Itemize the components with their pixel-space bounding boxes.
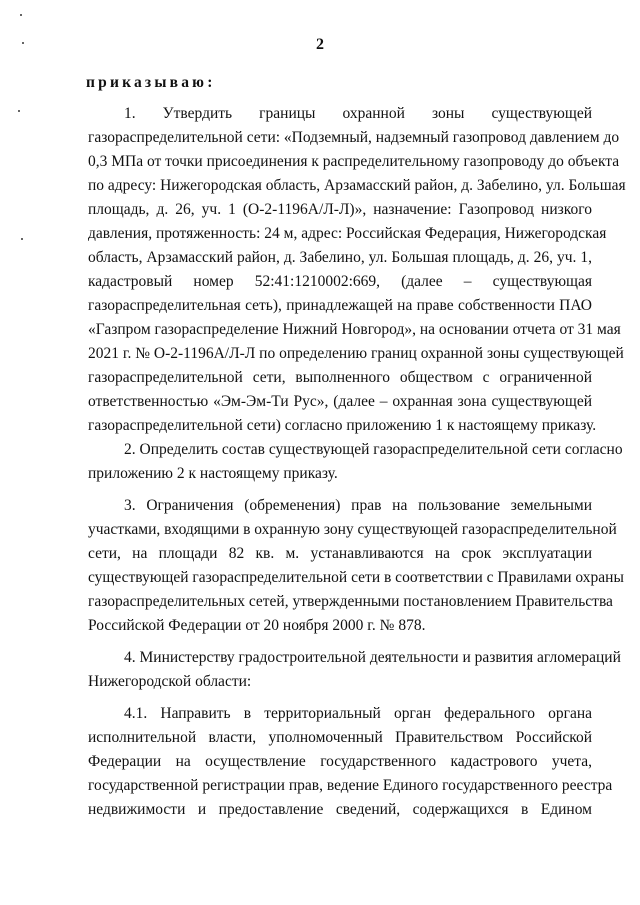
text-line: давления, протяженность: 24 м, адрес: Российская Федерация, Нижегородская <box>88 225 607 242</box>
text-line: газораспределительной сети) согласно приложению 1 к настоящему приказу. <box>88 417 597 434</box>
text-line: 4. Министерству градостроительной деятельности и развития агломераций <box>124 649 621 666</box>
text-line: 0,3 МПа от точки присоединения к распределительному газопроводу до объекта <box>88 153 620 170</box>
text-line: газораспределительных сетей, утвержденными постановлением Правительства <box>88 593 613 610</box>
text-line: государственной регистрации прав, ведение Единого государственного реестра <box>88 777 613 794</box>
text-line: 4.1. Направить в территориальный орган федерального органа <box>124 705 592 722</box>
text-line: Федерации на осуществление государственного кадастрового учета, <box>88 753 592 770</box>
text-line: газораспределительная сеть), принадлежащей на праве собственности ПАО <box>88 297 592 314</box>
text-line: 3. Ограничения (обременения) прав на пользование земельными <box>124 497 592 514</box>
margin-mark <box>18 110 20 112</box>
text-line: существующей газораспределительной сети в соответствии с Правилами охраны <box>88 569 624 586</box>
text-line: кадастровый номер 52:41:1210002:669, (далее – существующая <box>88 273 592 290</box>
text-line: «Газпром газораспределение Нижний Новгород», на основании отчета от 31 мая <box>88 321 621 338</box>
text-line: участками, входящими в охранную зону существующей газораспределительной <box>88 521 617 538</box>
text-line: 2. Определить состав существующей газораспределительной сети согласно <box>124 441 623 458</box>
page-number: 2 <box>316 36 324 53</box>
text-line: приложению 2 к настоящему приказу. <box>88 465 338 482</box>
text-line: 2021 г. № О-2-1196А/Л-Л по определению границ охранной зоны существующей <box>88 345 624 362</box>
margin-mark <box>22 42 24 44</box>
text-line: исполнительной власти, уполномоченный Правительством Российской <box>88 729 592 746</box>
text-line: Российской Федерации от 20 ноября 2000 г. № 878. <box>88 617 426 634</box>
text-line: газораспределительной сети: «Подземный, надземный газопровод давлением до <box>88 129 620 146</box>
text-line: площадь, д. 26, уч. 1 (О-2-1196А/Л-Л)», назначение: Газопровод низкого <box>88 201 592 218</box>
margin-mark <box>20 14 22 16</box>
text-line: недвижимости и предоставление сведений, содержащихся в Едином <box>88 801 592 818</box>
text-line: 1. Утвердить границы охранной зоны существующей <box>124 105 592 122</box>
text-line: газораспределительной сети, выполненного обществом с ограниченной <box>88 369 592 386</box>
text-line: Нижегородской области: <box>88 673 252 690</box>
text-line: сети, на площади 82 кв. м. устанавливаются на срок эксплуатации <box>88 545 592 562</box>
text-line: по адресу: Нижегородская область, Арзамасский район, д. Забелино, ул. Большая <box>88 177 626 194</box>
text-line: ответственностью «Эм-Эм-Ти Рус», (далее – охранная зона существующей <box>88 393 592 410</box>
margin-mark <box>21 238 23 240</box>
text-line: область, Арзамасский район, д. Забелино, ул. Большая площадь, д. 26, уч. 1, <box>88 249 592 266</box>
order-word: приказываю: <box>86 74 216 91</box>
